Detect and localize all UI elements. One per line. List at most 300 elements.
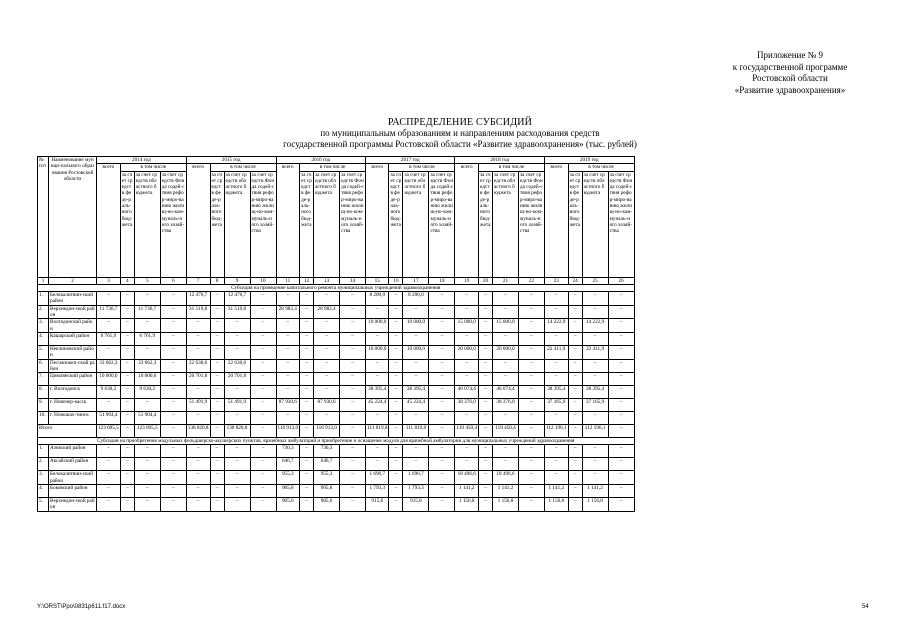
row-value: 38 395,4 — [582, 386, 608, 399]
row-value: – — [519, 345, 545, 359]
row-value: – — [479, 412, 493, 425]
row-municipality: Песчанокоп-ский район — [50, 359, 95, 372]
row-value: – — [120, 399, 134, 412]
row-value: – — [250, 292, 276, 306]
row-value: – — [389, 425, 403, 438]
column-number: 17 — [403, 277, 429, 284]
column-number: 11 — [276, 277, 300, 284]
row-value: – — [224, 458, 250, 471]
row-value: – — [250, 412, 276, 425]
row-value: – — [97, 345, 121, 359]
row-value: 905,8 — [276, 485, 300, 498]
header-name: Наименование муници-пального образования Ростовской области — [49, 157, 97, 278]
row-value: – — [455, 332, 479, 345]
row-value: – — [389, 332, 403, 345]
row-value: – — [314, 386, 340, 399]
row-value: – — [120, 485, 134, 498]
header-fund: за счет средств Фонда содей-ствия рефор-миро-ванию жилищ-но-ком-муналь-ного хозяй-ства — [519, 171, 545, 277]
column-number: 9 — [224, 277, 250, 284]
row-value: 51 904,4 — [134, 412, 160, 425]
column-number: 21 — [493, 277, 519, 284]
row-value: – — [224, 412, 250, 425]
column-number: 13 — [314, 277, 340, 284]
row-value: – — [120, 445, 134, 458]
row-value: – — [134, 458, 160, 471]
row-number: 1. — [38, 292, 49, 306]
row-value: – — [134, 399, 160, 412]
row-value: – — [429, 485, 455, 498]
row-value: – — [276, 319, 300, 333]
row-value: – — [455, 373, 479, 386]
row-value: – — [545, 359, 569, 373]
row-value: – — [608, 445, 634, 458]
row-value: – — [314, 359, 340, 373]
header-including: в том числе — [210, 164, 276, 171]
row-value: – — [519, 305, 545, 319]
appendix-line: Приложение № 9 — [757, 50, 823, 60]
row-value: – — [479, 319, 493, 333]
row-value: – — [134, 471, 160, 485]
row-municipality: г. Новочер-касск — [49, 399, 97, 412]
table-row — [38, 345, 635, 359]
row-municipality: Верхнедон-ской район — [50, 305, 95, 319]
row-value: 14 222,9 — [582, 319, 608, 333]
row-value: – — [389, 412, 403, 425]
table-row — [38, 498, 635, 512]
row-value: – — [403, 373, 429, 386]
row-value: – — [568, 458, 582, 471]
row-value: – — [568, 359, 582, 373]
row-value: 51 491,9 — [224, 399, 250, 412]
header-federal: за счет средств феде-раль-ного бюд-жета — [568, 171, 582, 277]
row-value: – — [250, 471, 276, 485]
column-number: 19 — [455, 277, 479, 284]
row-value: – — [519, 373, 545, 386]
row-value: – — [210, 319, 224, 333]
row-value: – — [340, 498, 366, 512]
header-year: 2015 год — [186, 157, 276, 164]
row-value: – — [429, 399, 455, 412]
row-value: 10 000,0 — [366, 319, 389, 333]
table-row — [38, 319, 635, 333]
row-value: – — [134, 498, 160, 512]
row-value: – — [608, 458, 634, 471]
header-including: в том числе — [479, 164, 545, 171]
row-value: – — [300, 332, 314, 345]
column-number: 12 — [300, 277, 314, 284]
row-value: – — [250, 319, 276, 333]
row-value: – — [120, 412, 134, 425]
row-value: – — [568, 345, 582, 359]
table-row — [38, 485, 635, 498]
header-including: в том числе — [568, 164, 634, 171]
row-value: – — [455, 359, 479, 373]
row-value: – — [389, 345, 403, 359]
row-value: 38 395,4 — [366, 386, 389, 399]
row-value: – — [389, 319, 403, 333]
row-value: – — [582, 445, 608, 458]
row-value: 111 819,8 — [403, 425, 429, 438]
row-value: – — [134, 445, 160, 458]
row-value: – — [160, 373, 186, 386]
row-value: – — [403, 412, 429, 425]
row-value: – — [210, 399, 224, 412]
row-value: 22 630,6 — [186, 359, 210, 373]
row-value: 1 141,2 — [455, 485, 479, 498]
row-value: – — [582, 412, 608, 425]
row-value: – — [568, 399, 582, 412]
row-municipality: Неклиновский район — [49, 345, 97, 359]
row-value: – — [224, 345, 250, 359]
row-value: 46 074,4 — [493, 386, 519, 399]
row-value: 14 222,9 — [545, 319, 569, 333]
row-value: – — [366, 458, 389, 471]
row-value: – — [429, 332, 455, 345]
table-row — [38, 305, 635, 319]
row-value: 15 000,0 — [455, 319, 479, 333]
row-value: – — [97, 445, 121, 458]
row-value: – — [160, 412, 186, 425]
row-value: – — [568, 373, 582, 386]
row-number: 9. — [38, 399, 49, 412]
header-regional: за счет средств областного бюджета — [314, 171, 340, 277]
row-value: – — [160, 485, 186, 498]
table-row — [38, 386, 635, 399]
row-value: – — [479, 425, 493, 438]
row-value: – — [479, 458, 493, 471]
row-value: – — [519, 292, 545, 306]
row-value: – — [389, 386, 403, 399]
row-value: – — [300, 345, 314, 359]
table-row — [38, 471, 635, 485]
row-value: – — [276, 386, 300, 399]
row-value: – — [97, 485, 121, 498]
row-value: – — [250, 345, 276, 359]
row-value: – — [120, 359, 134, 373]
row-value: – — [429, 425, 455, 438]
row-value: – — [120, 305, 134, 319]
row-value: 123 695,5 — [97, 425, 121, 438]
row-value: 138 820,8 — [224, 425, 250, 438]
header-regional: за счет средств областного бюджета — [134, 171, 160, 277]
header-fund: за счет средств Фонда содей-ствия рефор-миро-ванию жилищ-но-ком-муналь-ного хозяй-ства — [429, 171, 455, 277]
row-value: – — [455, 305, 479, 319]
row-value: 1 156,8 — [582, 498, 608, 512]
header-year: 2016 год — [276, 157, 366, 164]
row-value: 905,6 — [276, 498, 300, 512]
row-value: – — [366, 305, 389, 319]
row-value: – — [210, 332, 224, 345]
row-value: – — [429, 386, 455, 399]
row-value: – — [582, 292, 608, 306]
row-value: – — [582, 458, 608, 471]
row-municipality: Белокалитвин-ский район — [49, 471, 97, 485]
row-value: – — [97, 471, 121, 485]
row-municipality: Белокалитвин-ский район — [49, 292, 97, 306]
row-value: – — [519, 412, 545, 425]
row-value: – — [210, 485, 224, 498]
header-year: 2014 год — [97, 157, 187, 164]
header-federal: за счет средств феде-раль-ного бюд-жета — [479, 171, 493, 277]
row-value: – — [493, 373, 519, 386]
row-value: 915,8 — [366, 498, 389, 512]
row-value: – — [519, 498, 545, 512]
row-value: – — [250, 359, 276, 373]
row-value: – — [389, 399, 403, 412]
row-value: 112 196,1 — [545, 425, 569, 438]
row-municipality: Волгодонской район — [49, 319, 97, 333]
row-value: 119 450,4 — [493, 425, 519, 438]
row-value: – — [120, 292, 134, 306]
row-value: 10 000,0 — [403, 319, 429, 333]
row-value: – — [519, 471, 545, 485]
row-value: – — [479, 359, 493, 373]
row-value: – — [455, 458, 479, 471]
row-value: – — [120, 471, 134, 485]
row-value: – — [340, 399, 366, 412]
column-number: 22 — [519, 277, 545, 284]
header-federal: за счет средств феде-раль-ного бюд-жета — [300, 171, 314, 277]
row-value: 31 519,8 — [224, 305, 250, 319]
header-row-groups — [38, 164, 635, 171]
row-value: – — [97, 458, 121, 471]
row-value: 955,3 — [314, 471, 340, 485]
row-value: – — [120, 332, 134, 345]
row-value: – — [389, 373, 403, 386]
appendix-header — [690, 50, 890, 96]
row-value: – — [519, 485, 545, 498]
row-value: – — [97, 292, 121, 306]
header-fund: за счет средств Фонда содей-ствия рефор-миро-ванию жилищ-но-ком-муналь-ного хозяй-ства — [608, 171, 634, 277]
row-value: – — [608, 471, 634, 485]
row-value: 31 519,8 — [186, 305, 210, 319]
row-value: – — [340, 425, 366, 438]
row-value: – — [545, 292, 569, 306]
appendix-line: Ростовской области — [752, 73, 828, 83]
row-value: 905,8 — [314, 485, 340, 498]
row-number: 2. — [38, 458, 49, 471]
row-value: 119 450,4 — [455, 425, 479, 438]
row-number: 10. — [38, 412, 49, 425]
row-value: – — [276, 292, 300, 306]
title-main: РАСПРЕДЕЛЕНИЕ СУБСИДИЙ — [387, 117, 533, 128]
row-value: 646,7 — [276, 458, 300, 471]
column-number-row — [38, 277, 635, 284]
row-value: – — [389, 485, 403, 498]
row-value: – — [340, 345, 366, 359]
row-value: 6 761,9 — [97, 332, 121, 345]
row-value: – — [608, 345, 634, 359]
row-number: 5. — [38, 345, 49, 359]
row-value: – — [224, 445, 250, 458]
row-value: – — [160, 359, 186, 373]
subsidy-table — [37, 156, 635, 512]
row-value: 1 696,7 — [366, 471, 389, 485]
row-value: – — [210, 425, 224, 438]
column-number: 15 — [366, 277, 389, 284]
row-value: – — [300, 305, 314, 319]
row-value: – — [250, 332, 276, 345]
row-value: – — [210, 412, 224, 425]
row-value: – — [340, 373, 366, 386]
row-value: – — [493, 458, 519, 471]
column-number: 8 — [210, 277, 224, 284]
row-value: 28 982,4 — [276, 305, 300, 319]
table-row — [38, 373, 635, 386]
row-value: – — [340, 359, 366, 373]
column-number: 2 — [49, 277, 97, 284]
row-value: – — [300, 359, 314, 373]
row-value: 905,6 — [314, 498, 340, 512]
row-value: 138 820,8 — [186, 425, 210, 438]
row-value: – — [429, 412, 455, 425]
row-value: – — [519, 359, 545, 373]
column-number: 18 — [429, 277, 455, 284]
row-value: – — [250, 399, 276, 412]
row-value: – — [314, 345, 340, 359]
row-value: – — [160, 458, 186, 471]
row-value: 20 701,8 — [186, 373, 210, 386]
row-value: – — [314, 412, 340, 425]
row-value: – — [403, 359, 429, 373]
row-label: Итого — [38, 425, 97, 438]
row-value: – — [300, 412, 314, 425]
header-total: всего — [366, 164, 389, 277]
row-value: 123 695,5 — [134, 425, 160, 438]
row-value: 1 696,7 — [403, 471, 429, 485]
row-value: – — [120, 386, 134, 399]
row-value: – — [97, 319, 121, 333]
row-value: 51 904,4 — [97, 412, 121, 425]
table-row — [38, 292, 635, 306]
row-value: – — [160, 445, 186, 458]
row-value: – — [479, 292, 493, 306]
row-value: 22 411,9 — [582, 345, 608, 359]
page-number: 54 — [862, 604, 869, 610]
row-value: 730,3 — [314, 445, 340, 458]
row-value: – — [300, 319, 314, 333]
row-value: – — [250, 386, 276, 399]
row-value: – — [340, 445, 366, 458]
row-number: 3. — [38, 471, 49, 485]
row-value: – — [479, 386, 493, 399]
row-value: – — [519, 332, 545, 345]
row-value: – — [582, 373, 608, 386]
row-value: – — [224, 386, 250, 399]
row-value: – — [300, 386, 314, 399]
row-value: – — [429, 373, 455, 386]
row-value: 1 141,2 — [493, 485, 519, 498]
row-value: – — [210, 359, 224, 373]
row-value: – — [519, 319, 545, 333]
row-value: – — [224, 319, 250, 333]
row-value: 1 156,8 — [545, 498, 569, 512]
row-value: 915,8 — [403, 498, 429, 512]
document-title — [180, 117, 740, 150]
row-value: – — [97, 498, 121, 512]
row-value: – — [314, 332, 340, 345]
row-value: 38 395,4 — [403, 386, 429, 399]
row-value: 8 200,0 — [366, 292, 389, 306]
row-value: 12 476,7 — [186, 292, 210, 306]
column-number: 3 — [97, 277, 121, 284]
section-header — [38, 438, 635, 445]
row-value: – — [455, 292, 479, 306]
row-value: – — [366, 359, 389, 373]
row-number: 1. — [38, 445, 49, 458]
row-value: – — [582, 332, 608, 345]
row-value: 1 156,8 — [455, 498, 479, 512]
column-number: 20 — [479, 277, 493, 284]
table-row — [38, 445, 635, 458]
row-value: – — [210, 445, 224, 458]
row-value: 38 376,0 — [493, 399, 519, 412]
column-number: 25 — [582, 277, 608, 284]
row-value: – — [545, 305, 569, 319]
row-value: – — [429, 319, 455, 333]
row-value: – — [608, 292, 634, 306]
row-value: – — [568, 319, 582, 333]
row-value: – — [340, 412, 366, 425]
row-value: – — [608, 373, 634, 386]
row-value: – — [389, 471, 403, 485]
header-including: в том числе — [300, 164, 366, 171]
header-including: в том числе — [389, 164, 455, 171]
row-value: – — [340, 386, 366, 399]
row-value: – — [366, 445, 389, 458]
row-municipality: г. Новошах-тинск — [49, 412, 97, 425]
row-value: – — [276, 412, 300, 425]
row-value: 6 761,9 — [134, 332, 160, 345]
row-value: – — [568, 485, 582, 498]
row-value: – — [314, 373, 340, 386]
row-value: – — [186, 319, 210, 333]
row-value: 1 141,2 — [545, 485, 569, 498]
row-value: 20 000,0 — [455, 345, 479, 359]
row-value: – — [608, 386, 634, 399]
column-number: 26 — [608, 277, 634, 284]
row-value: – — [186, 412, 210, 425]
row-value: – — [300, 458, 314, 471]
header-fund: за счет средств Фонда содей-ствия рефор-миро-ванию жилищ-но-ком-муналь-ного хозяй-ства — [340, 171, 366, 277]
table-row — [38, 399, 635, 412]
row-value: – — [582, 359, 608, 373]
appendix-line: «Развитие здравоохранения» — [734, 84, 846, 95]
row-value: – — [224, 498, 250, 512]
row-value: – — [186, 471, 210, 485]
row-value: – — [300, 485, 314, 498]
row-value: – — [519, 458, 545, 471]
table-row — [38, 359, 635, 373]
column-number: 10 — [250, 277, 276, 284]
row-value: – — [250, 498, 276, 512]
row-value: – — [608, 485, 634, 498]
row-value: – — [120, 458, 134, 471]
row-value: – — [210, 305, 224, 319]
row-value: – — [568, 425, 582, 438]
row-value: – — [479, 485, 493, 498]
column-number: 7 — [186, 277, 210, 284]
row-value: – — [479, 345, 493, 359]
row-value: – — [455, 412, 479, 425]
row-value: 45 224,4 — [366, 399, 389, 412]
column-number: 1 — [38, 277, 49, 284]
row-value: – — [250, 305, 276, 319]
row-value: 9 630,2 — [134, 386, 160, 399]
row-value: 1 793,3 — [366, 485, 389, 498]
row-value: 8 200,0 — [403, 292, 429, 306]
row-value: – — [479, 471, 493, 485]
